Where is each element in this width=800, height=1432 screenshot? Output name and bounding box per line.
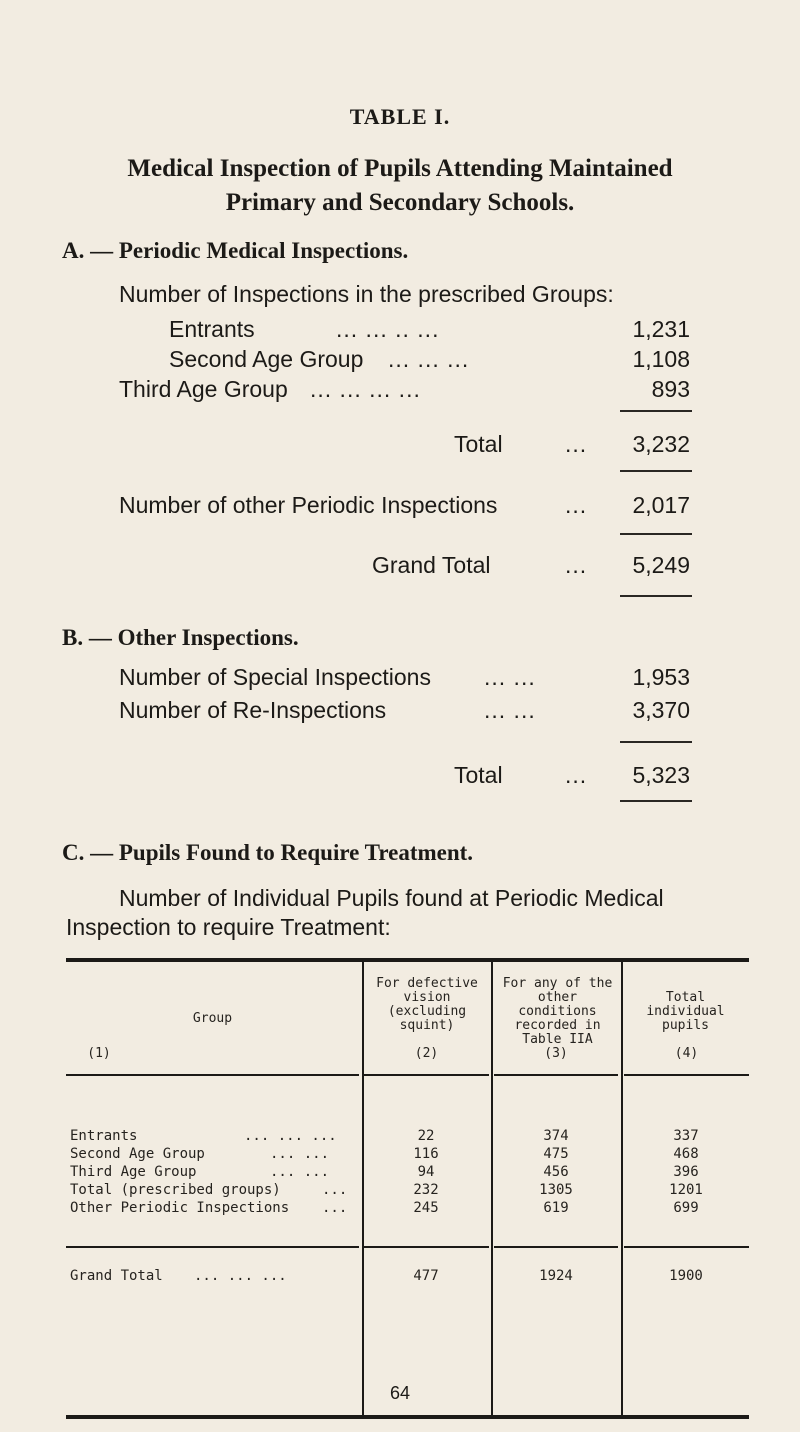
row-group: Second Age Group bbox=[70, 1146, 205, 1162]
row-dots: ... ... ... bbox=[388, 346, 470, 372]
grand-label: Grand Total bbox=[372, 552, 491, 578]
section-a-grand-row bbox=[0, 552, 800, 582]
row-vision: 232 bbox=[413, 1182, 439, 1198]
row-group: Third Age Group bbox=[70, 1164, 197, 1180]
column-number: (4) bbox=[674, 1046, 699, 1061]
row-value: 1,231 bbox=[632, 316, 690, 342]
section-a-row bbox=[0, 316, 800, 346]
row-label: Number of Re-Inspections bbox=[119, 697, 387, 723]
table-title: TABLE I. bbox=[349, 104, 451, 129]
total-dots: ... bbox=[565, 431, 588, 457]
row-total: 1900 bbox=[669, 1268, 703, 1284]
row-other: 374 bbox=[543, 1128, 569, 1144]
row-dots: ... ... bbox=[270, 1146, 330, 1162]
row-other: 1924 bbox=[539, 1268, 573, 1284]
row-vision: 116 bbox=[413, 1146, 439, 1162]
section-a-intro: Number of Inspections in the prescribed Groups: bbox=[119, 281, 614, 307]
column-number: (3) bbox=[544, 1046, 568, 1061]
row-other: 475 bbox=[543, 1146, 569, 1162]
other-label: Number of other Periodic Inspections bbox=[119, 492, 498, 518]
column-divider bbox=[491, 962, 493, 1415]
column-header-vision: For defective vision (excluding squint) bbox=[376, 976, 478, 1033]
other-dots: ... bbox=[565, 492, 588, 518]
row-group: Grand Total bbox=[70, 1268, 163, 1284]
other-value: 2,017 bbox=[632, 492, 690, 518]
main-title bbox=[0, 152, 800, 220]
page-number: 64 bbox=[389, 1383, 411, 1403]
table-bottom-rule bbox=[66, 1415, 749, 1419]
sum-rule bbox=[620, 470, 692, 472]
row-vision: 94 bbox=[417, 1164, 435, 1180]
section-b-heading: B. — Other Inspections. bbox=[62, 625, 299, 650]
column-divider bbox=[362, 962, 364, 1415]
sum-rule bbox=[620, 595, 692, 597]
sum-rule bbox=[620, 741, 692, 743]
column-header-group: Group bbox=[192, 1011, 233, 1026]
column-number: (1) bbox=[87, 1046, 111, 1061]
row-value: 1,108 bbox=[632, 346, 690, 372]
row-vision: 245 bbox=[413, 1200, 439, 1216]
sum-rule bbox=[620, 800, 692, 802]
row-dots: ... ... ... bbox=[194, 1268, 287, 1284]
row-vision: 477 bbox=[413, 1268, 439, 1284]
row-vision: 22 bbox=[417, 1128, 435, 1144]
total-value: 3,232 bbox=[632, 431, 690, 457]
sum-rule bbox=[620, 533, 692, 535]
row-total: 699 bbox=[673, 1200, 699, 1216]
row-label: Second Age Group bbox=[169, 346, 364, 372]
row-label: Entrants bbox=[169, 316, 255, 342]
sum-rule bbox=[620, 410, 692, 412]
grand-rule bbox=[364, 1246, 489, 1248]
column-header-other: For any of the other conditions recorded in Table IIA bbox=[502, 976, 613, 1047]
grand-dots: ... bbox=[565, 552, 588, 578]
row-other: 1305 bbox=[539, 1182, 573, 1198]
row-dots: ... ... ... ... bbox=[310, 376, 421, 402]
main-title-text: Medical Inspection of Pupils Attending Maintained Primary and Secondary Schools. bbox=[127, 155, 673, 216]
row-dots: ... ... bbox=[484, 664, 536, 690]
row-value: 3,370 bbox=[632, 697, 690, 723]
row-value: 1,953 bbox=[632, 664, 690, 690]
row-dots: ... ... .. ... bbox=[336, 316, 440, 342]
total-dots: ... bbox=[565, 762, 588, 788]
total-value: 5,323 bbox=[632, 762, 690, 788]
header-rule bbox=[364, 1074, 489, 1076]
total-label: Total bbox=[454, 431, 503, 457]
section-a-row bbox=[0, 376, 800, 406]
section-b-row bbox=[0, 697, 800, 727]
grand-rule bbox=[494, 1246, 618, 1248]
row-other: 456 bbox=[543, 1164, 569, 1180]
row-value: 893 bbox=[651, 376, 690, 402]
row-label: Number of Special Inspections bbox=[119, 664, 431, 690]
section-a-other-row bbox=[0, 492, 800, 522]
section-b-row bbox=[0, 664, 800, 694]
grand-value: 5,249 bbox=[632, 552, 690, 578]
row-dots: ... ... bbox=[270, 1164, 330, 1180]
grand-rule bbox=[66, 1246, 359, 1248]
row-total: 468 bbox=[673, 1146, 699, 1162]
row-group: Total (prescribed groups) bbox=[70, 1182, 281, 1198]
section-b-total-row bbox=[0, 762, 800, 792]
row-other: 619 bbox=[543, 1200, 569, 1216]
column-divider bbox=[621, 962, 623, 1415]
section-a-row bbox=[0, 346, 800, 376]
header-rule bbox=[624, 1074, 749, 1076]
row-label: Third Age Group bbox=[119, 376, 288, 402]
column-number: (2) bbox=[414, 1046, 439, 1061]
total-label: Total bbox=[454, 762, 503, 788]
table-top-rule bbox=[66, 958, 749, 962]
section-c-heading: C. — Pupils Found to Require Treatment. bbox=[62, 840, 474, 865]
column-header-total: Total individual pupils bbox=[646, 990, 725, 1033]
section-c-intro-line1: Number of Individual Pupils found at Periodic Medical bbox=[119, 885, 664, 911]
row-dots: ... ... bbox=[484, 697, 536, 723]
header-rule bbox=[66, 1074, 359, 1076]
row-group: Other Periodic Inspections bbox=[70, 1200, 290, 1216]
grand-rule bbox=[624, 1246, 749, 1248]
section-c-intro-line2: Inspection to require Treatment: bbox=[66, 914, 391, 940]
row-total: 1201 bbox=[669, 1182, 703, 1198]
row-dots: ... ... ... bbox=[244, 1128, 337, 1144]
row-total: 396 bbox=[673, 1164, 699, 1180]
section-a-total-row bbox=[0, 431, 800, 461]
row-total: 337 bbox=[673, 1128, 699, 1144]
row-dots: ... bbox=[322, 1200, 348, 1216]
header-rule bbox=[494, 1074, 618, 1076]
section-a-heading: A. — Periodic Medical Inspections. bbox=[62, 238, 409, 263]
row-group: Entrants bbox=[70, 1128, 138, 1144]
row-dots: ... bbox=[322, 1182, 348, 1198]
